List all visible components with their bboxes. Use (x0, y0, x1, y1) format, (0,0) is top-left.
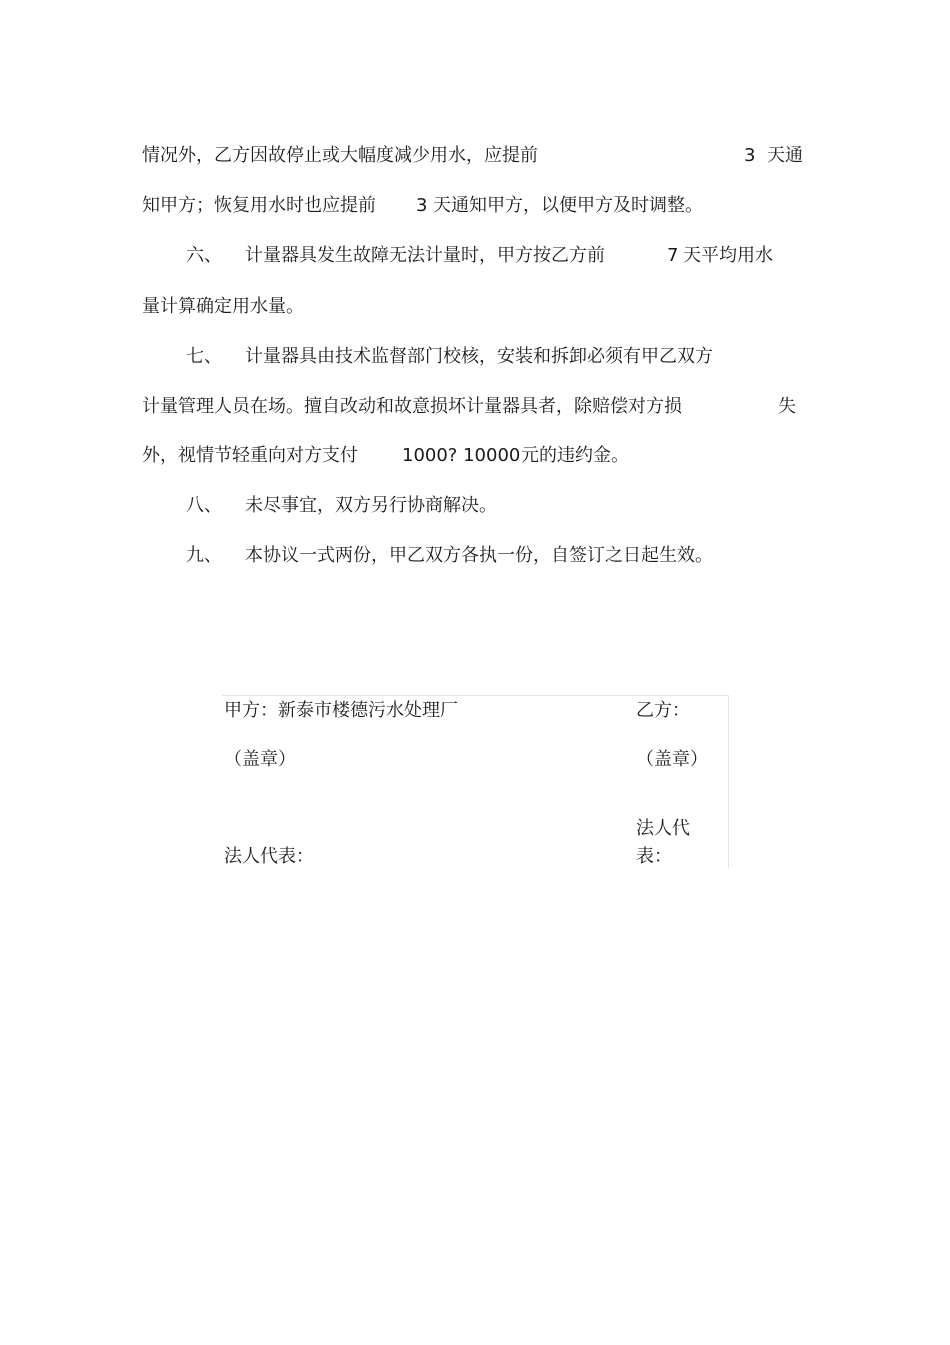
clause5-line1-end: 天通 (767, 145, 803, 166)
clause8-number: 八、 (186, 495, 222, 516)
party-a-name: 甲方：新泰市楼德污水处理厂 (224, 700, 458, 721)
clause5-line1-days: 3 (744, 145, 756, 166)
clause5-line2-text: 知甲方；恢复用水时也应提前 (142, 195, 376, 216)
clause7-line3-amount: 1000? 10000 (402, 445, 521, 466)
clause9-number: 九、 (186, 545, 222, 566)
clause9-text: 本协议一式两份，甲乙双方各执一份，自签订之日起生效。 (245, 545, 713, 566)
clause5-line2-end: 天通知甲方，以便甲方及时调整。 (433, 195, 703, 216)
clause6-line1-end: 天平均用水 (683, 245, 773, 266)
party-a-legal-rep: 法人代表： (224, 846, 314, 867)
party-b-seal: （盖章） (636, 749, 708, 770)
clause7-number: 七、 (186, 346, 222, 367)
party-a-seal: （盖章） (224, 749, 296, 770)
clause6-line1-days: 7 (667, 245, 679, 266)
clause5-line1-text: 情况外，乙方因故停止或大幅度减少用水，应提前 (142, 145, 538, 166)
clause7-line2-text: 计量管理人员在场。擅自改动和故意损坏计量器具者，除赔偿对方损 (142, 396, 682, 417)
clause6-line1-text: 计量器具发生故障无法计量时，甲方按乙方前 (245, 245, 605, 266)
clause5-line2-days: 3 (416, 195, 428, 216)
clause6-number: 六、 (186, 245, 222, 266)
party-b-label: 乙方： (636, 700, 690, 721)
clause7-line1: 计量器具由技术监督部门校核，安装和拆卸必须有甲乙双方 (245, 346, 713, 367)
signature-table (222, 695, 729, 868)
clause6-line2: 量计算确定用水量。 (142, 296, 304, 317)
party-b-legal-rep-line2: 表： (636, 846, 672, 867)
party-b-legal-rep-line1: 法人代 (636, 818, 690, 839)
clause7-line3-end: 元的违约金。 (521, 445, 629, 466)
clause7-line2-end: 失 (778, 396, 796, 417)
clause8-text: 未尽事宜，双方另行协商解决。 (245, 495, 497, 516)
clause7-line3-text: 外，视情节轻重向对方支付 (142, 445, 358, 466)
